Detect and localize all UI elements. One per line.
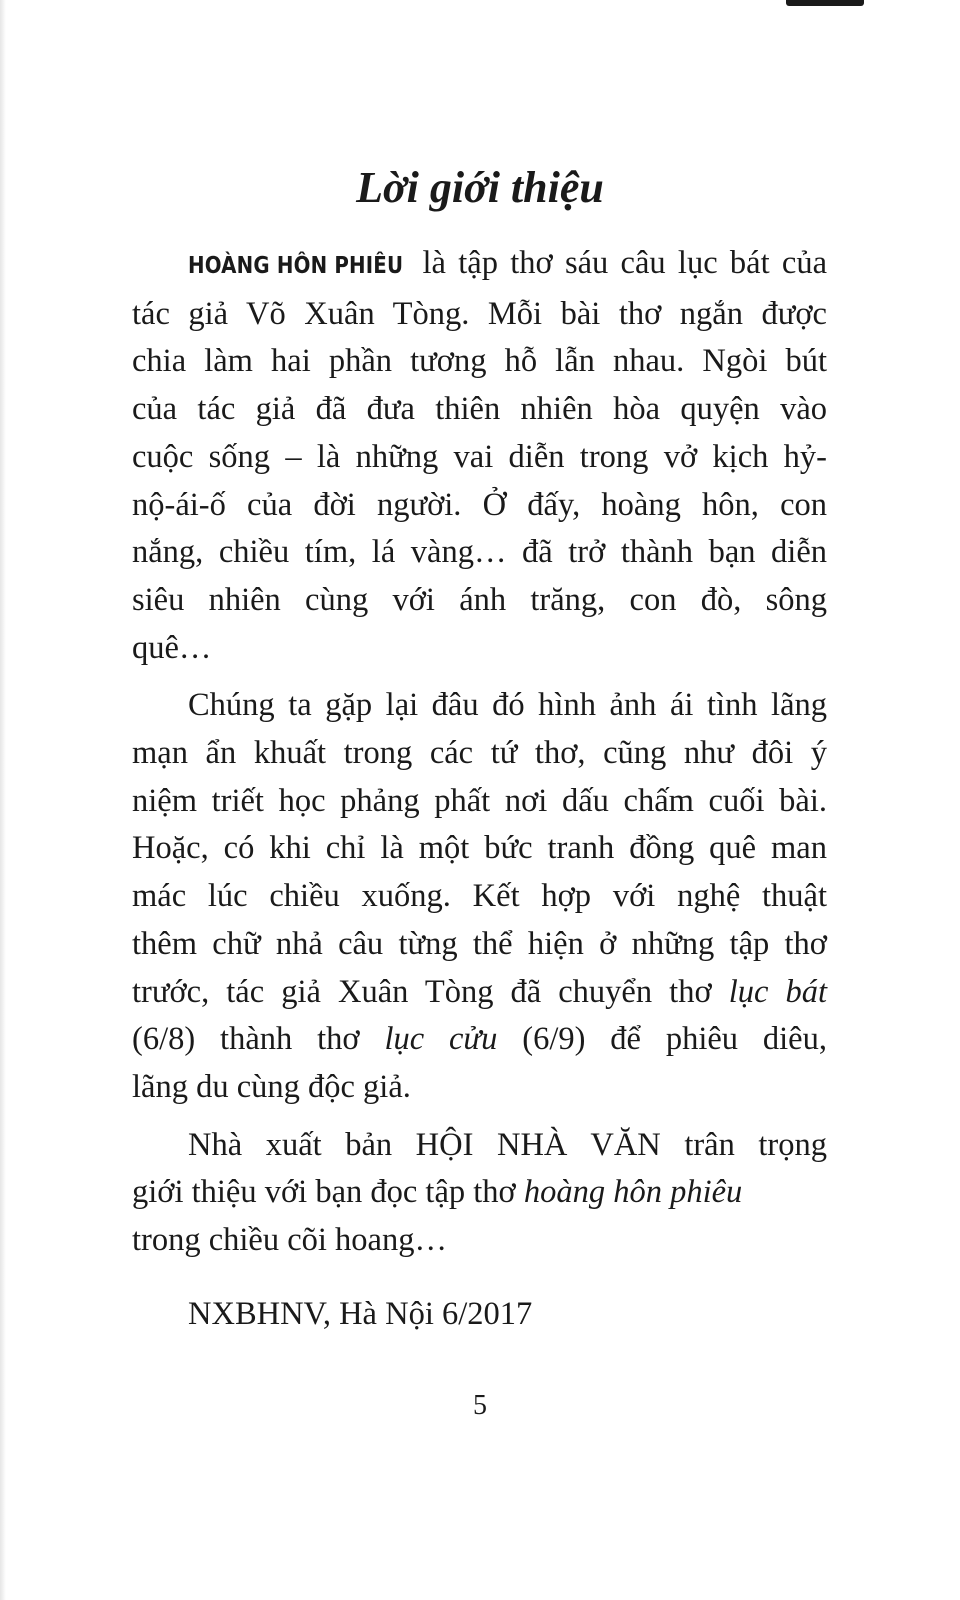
paragraph-3-line: giới thiệu với bạn đọc tập thơ hoàng hôn phiêu (132, 1174, 743, 1211)
page-edge-shadow (0, 0, 6, 1600)
paragraph-2-line: Chúng ta gặp lại đâu đó hình ảnh ái tình lãng (188, 687, 827, 724)
paragraph-1-line: quê… (132, 629, 212, 666)
italic-book-title: hoàng hôn phiêu (523, 1174, 743, 1211)
paragraph-1-line: siêu nhiên cùng với ánh trăng, con đò, sông (132, 581, 827, 618)
italic-term: lục bát (728, 973, 827, 1010)
book-title-lead: HOÀNG HÔN PHIÊU (188, 253, 404, 279)
page-number: 5 (473, 1390, 487, 1421)
italic-term: lục cửu (384, 1021, 498, 1058)
paragraph-1-line: của tác giả đã đưa thiên nhiên hòa quyện vào (132, 391, 827, 428)
paragraph-1-line: cuộc sống – là những vai diễn trong vở kịch hỷ- (132, 438, 827, 475)
paragraph-2-line: mạn ẩn khuất trong các tứ thơ, cũng như đôi ý (132, 735, 827, 772)
paragraph-2-line: mác lúc chiều xuống. Kết hợp với nghệ thuật (132, 878, 827, 915)
paragraph-1-line: tác giả Võ Xuân Tòng. Mỗi bài thơ ngắn được (132, 295, 827, 332)
paragraph-1-line: nắng, chiều tím, lá vàng… đã trở thành bạn diễn (132, 534, 827, 571)
paragraph-3-line: Nhà xuất bản HỘI NHÀ VĂN trân trọng (188, 1126, 827, 1163)
paragraph-2-line: thêm chữ nhả câu từng thể hiện ở những tập thơ (132, 925, 827, 962)
publisher-signoff: NXBHNV, Hà Nội 6/2017 (188, 1296, 533, 1332)
paragraph-3-line: trong chiều cõi hoang… (132, 1222, 447, 1259)
paragraph-2-line: niệm triết học phảng phất nơi dấu chấm cuối bài. (132, 782, 827, 819)
paragraph-1-line: nộ-ái-ố của đời người. Ở đấy, hoàng hôn, con (132, 486, 827, 523)
paragraph-2-line: trước, tác giả Xuân Tòng đã chuyển thơ lục bát (132, 973, 827, 1010)
page-title: Lời giới thiệu (356, 163, 604, 212)
paragraph-2-line: (6/8) thành thơ lục cửu (6/9) để phiêu diêu, (132, 1021, 827, 1058)
paragraph-2-line: lãng du cùng độc giả. (132, 1068, 411, 1105)
top-edge-mark (786, 0, 864, 6)
paragraph-gap (132, 672, 827, 682)
introduction-body (132, 240, 827, 1265)
paragraph-gap (132, 1112, 827, 1122)
paragraph-1-line: chia làm hai phần tương hỗ lẫn nhau. Ngòi bút (132, 343, 827, 380)
paragraph-2-line: Hoặc, có khi chỉ là một bức tranh đồng quê man (132, 830, 827, 867)
paragraph-1-line: HOÀNG HÔN PHIÊU là tập thơ sáu câu lục bát của (132, 240, 827, 291)
